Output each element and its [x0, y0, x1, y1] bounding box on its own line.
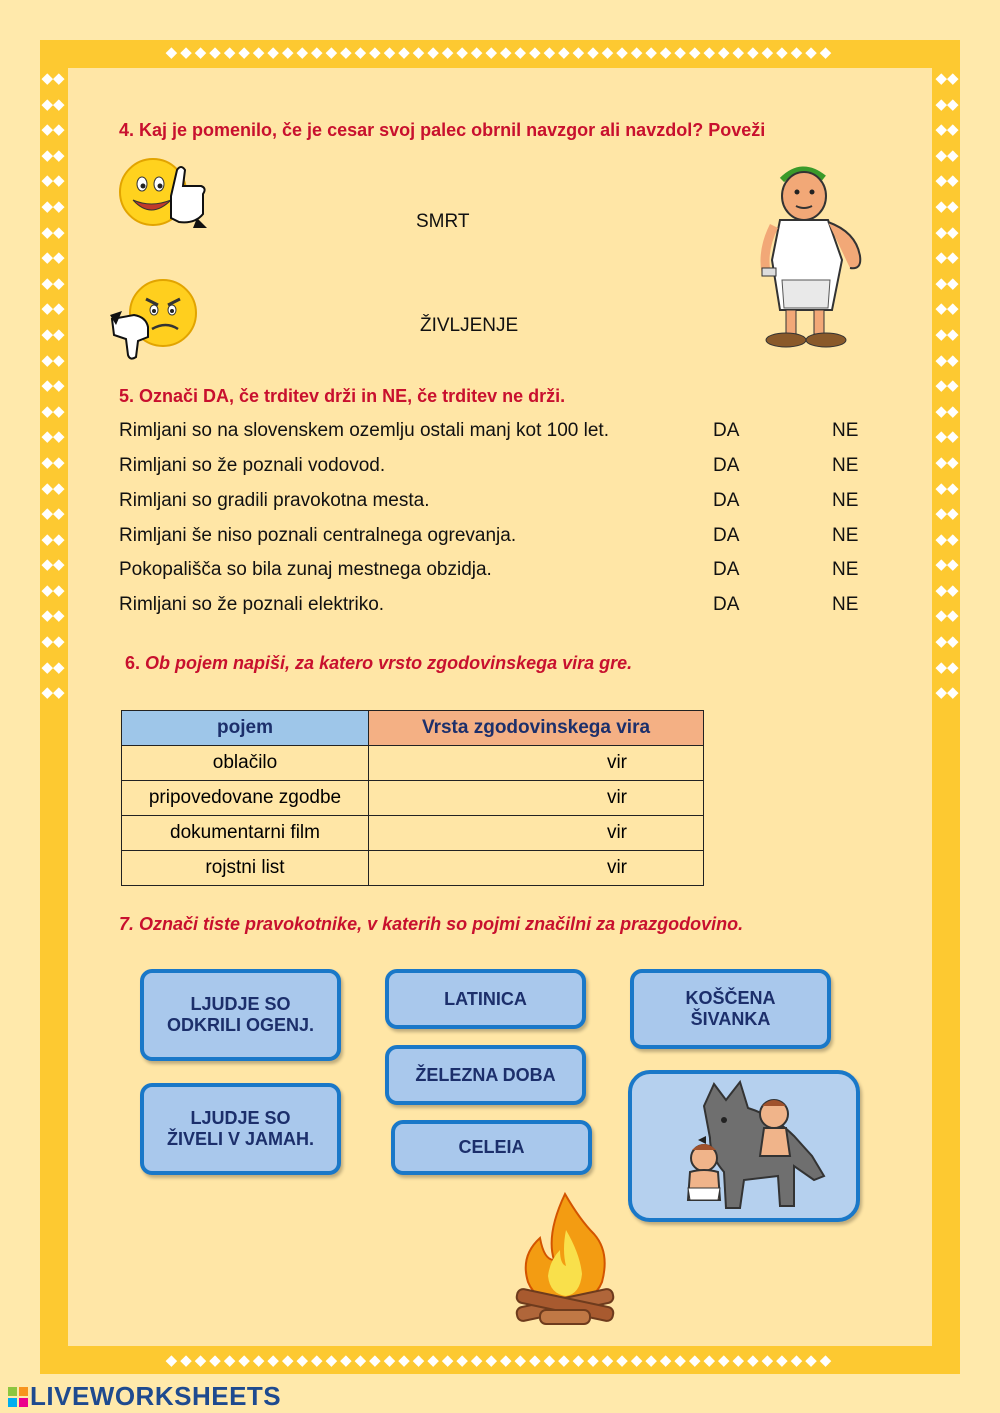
answer-da-2[interactable]: DA [713, 455, 740, 476]
source-answer-cell[interactable]: vir [369, 746, 704, 781]
box-wolf-twins-image[interactable] [628, 1070, 860, 1222]
campfire-illustration [510, 1190, 620, 1336]
answer-da-5[interactable]: DA [713, 559, 740, 580]
answer-ne-6[interactable]: NE [832, 594, 859, 615]
table-row [122, 851, 704, 886]
source-answer-cell[interactable]: vir [369, 781, 704, 816]
q4-heading: 4. Kaj je pomenilo, če je cesar svoj palec obrnil navzgor ali navzdol? Poveži [119, 120, 766, 140]
statement-5: Pokopališča so bila zunaj mestnega obzidja. [119, 559, 492, 580]
roman-emperor-illustration [752, 160, 874, 352]
statement-6: Rimljani so že poznali elektriko. [119, 594, 385, 615]
q6-text: Ob pojem napiši, za katero vrsto zgodovinskega vira gre. [145, 653, 633, 673]
brand-name: LIVEWORKSHEETS [30, 1381, 282, 1411]
q5-heading: 5. Označi DA, če trditev drži in NE, če trditev ne drži. [119, 386, 566, 406]
box-koscena-sivanka[interactable]: KOŠČENA ŠIVANKA [630, 969, 831, 1049]
answer-da-1[interactable]: DA [713, 420, 740, 441]
option-smrt[interactable]: SMRT [416, 211, 470, 232]
table-row [122, 781, 704, 816]
logo-grid-icon [8, 1387, 28, 1407]
source-type-table [121, 710, 704, 886]
option-zivljenje[interactable]: ŽIVLJENJE [420, 315, 519, 336]
border-diamonds-bottom: ◆◆◆◆◆◆◆◆◆◆◆◆◆◆◆◆◆◆◆◆◆◆◆◆◆◆◆◆◆◆◆◆◆◆◆◆◆◆◆◆◆◆◆◆◆◆ [165, 1352, 835, 1369]
term-cell: pripovedovane zgodbe [122, 781, 369, 816]
answer-ne-3[interactable]: NE [832, 490, 859, 511]
table-row [122, 746, 704, 781]
header-pojem: pojem [122, 711, 369, 746]
table-row [122, 816, 704, 851]
statement-2: Rimljani so že poznali vodovod. [119, 455, 386, 476]
thumbs-down-angry-smiley-icon [108, 275, 203, 360]
term-cell: dokumentarni film [122, 816, 369, 851]
box-latinica[interactable]: LATINICA [385, 969, 586, 1029]
answer-ne-4[interactable]: NE [832, 525, 859, 546]
header-vrsta-vira: Vrsta zgodovinskega vira [369, 711, 704, 746]
source-answer-cell[interactable]: vir [369, 816, 704, 851]
answer-ne-1[interactable]: NE [832, 420, 859, 441]
wolf-and-twins-illustration [644, 1076, 844, 1216]
thumbs-up-smiley-icon [115, 152, 210, 232]
q6-number: 6. [125, 653, 141, 673]
answer-ne-2[interactable]: NE [832, 455, 859, 476]
statement-3: Rimljani so gradili pravokotna mesta. [119, 490, 430, 511]
border-diamonds-left: ◆◆◆◆◆◆◆◆◆◆◆◆◆◆◆◆◆◆◆◆◆◆◆◆◆◆◆◆◆◆◆◆◆◆◆◆◆◆◆◆◆◆◆◆◆◆◆◆◆◆ [41, 70, 65, 702]
source-answer-cell[interactable]: vir [369, 851, 704, 886]
statement-4: Rimljani še niso poznali centralnega ogrevanja. [119, 525, 517, 546]
q7-heading: 7. Označi tiste pravokotnike, v katerih so pojmi značilni za prazgodovino. [119, 914, 744, 934]
box-celeia[interactable]: CELEIA [391, 1120, 592, 1175]
term-cell: rojstni list [122, 851, 369, 886]
table-header-row [122, 711, 704, 746]
box-ziveli-v-jamah[interactable]: LJUDJE SO ŽIVELI V JAMAH. [140, 1083, 341, 1175]
statement-1: Rimljani so na slovenskem ozemlju ostali manj kot 100 let. [119, 420, 609, 441]
answer-ne-5[interactable]: NE [832, 559, 859, 580]
q6-heading [125, 653, 632, 674]
answer-da-6[interactable]: DA [713, 594, 740, 615]
liveworksheets-logo [8, 1381, 281, 1412]
box-odkrili-ogenj[interactable]: LJUDJE SO ODKRILI OGENJ. [140, 969, 341, 1061]
box-zelezna-doba[interactable]: ŽELEZNA DOBA [385, 1045, 586, 1105]
border-diamonds-right: ◆◆◆◆◆◆◆◆◆◆◆◆◆◆◆◆◆◆◆◆◆◆◆◆◆◆◆◆◆◆◆◆◆◆◆◆◆◆◆◆◆◆◆◆◆◆◆◆◆◆ [935, 70, 959, 702]
answer-da-4[interactable]: DA [713, 525, 740, 546]
border-diamonds-top: ◆◆◆◆◆◆◆◆◆◆◆◆◆◆◆◆◆◆◆◆◆◆◆◆◆◆◆◆◆◆◆◆◆◆◆◆◆◆◆◆◆◆◆◆◆◆ [165, 44, 835, 61]
term-cell: oblačilo [122, 746, 369, 781]
answer-da-3[interactable]: DA [713, 490, 740, 511]
